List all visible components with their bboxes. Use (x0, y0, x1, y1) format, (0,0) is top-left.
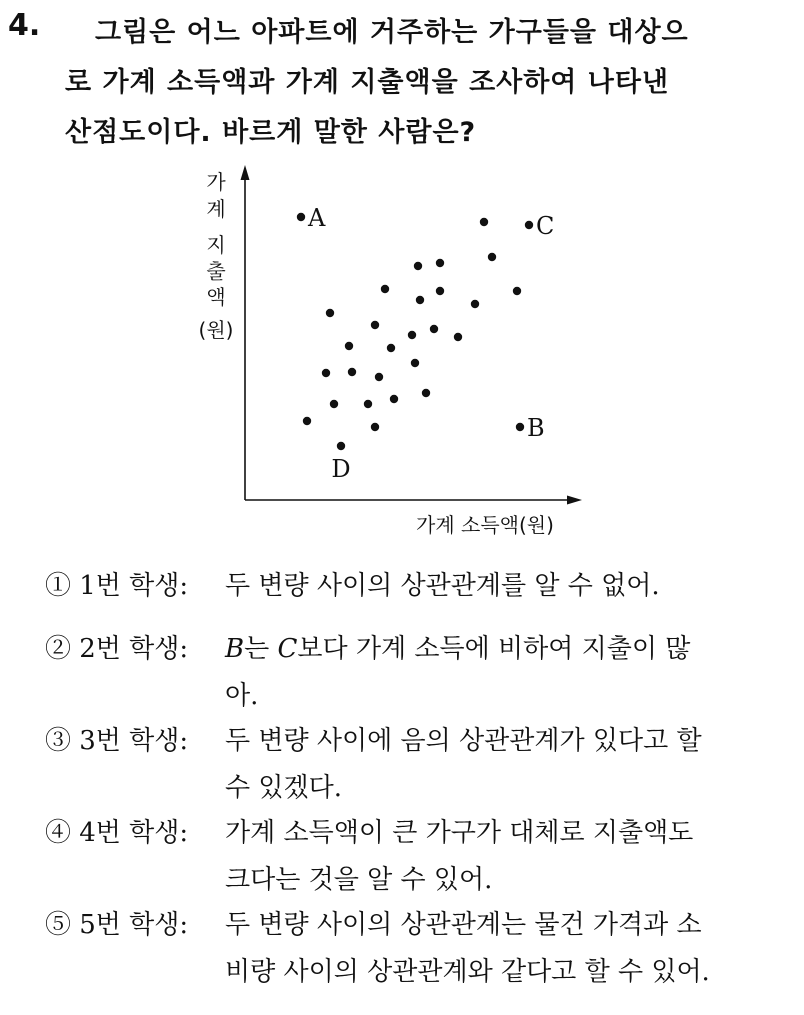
data-point (330, 400, 338, 408)
y-axis-label-char: (원) (198, 318, 234, 342)
question-line-2: 로 가계 소득액과 가계 지출액을 조사하여 나타낸 (65, 67, 670, 98)
y-axis-label-char: 지 (206, 233, 226, 257)
answer-option-label: ① 1번 학생: (45, 571, 189, 601)
data-point (326, 309, 334, 317)
y-axis-arrow (241, 165, 250, 180)
y-axis-label-char: 계 (206, 197, 226, 221)
y-axis-label-char: 액 (206, 285, 226, 309)
data-point (411, 359, 419, 367)
y-axis-label-char: 출 (206, 259, 226, 283)
y-axis-label (199, 170, 234, 342)
answer-option-label: ② 2번 학생: (45, 634, 189, 664)
data-point (480, 218, 488, 226)
answer-option-text: 두 변량 사이의 상관관계는 물건 가격과 소 (225, 910, 702, 940)
data-point (387, 344, 395, 352)
data-point (348, 368, 356, 376)
data-point (297, 213, 305, 221)
data-point (345, 342, 353, 350)
answer-option-continuation: 수 있겠다. (225, 773, 342, 803)
data-point (390, 395, 398, 403)
question-number: 4. (8, 8, 41, 43)
answer-option-label: ③ 3번 학생: (45, 726, 189, 756)
answer-option-text: 두 변량 사이에 음의 상관관계가 있다고 할 (225, 726, 702, 756)
data-point (436, 259, 444, 267)
data-point (364, 400, 372, 408)
point-label-b: B (527, 414, 545, 442)
data-point (303, 417, 311, 425)
x-axis-label: 가계 소득액(원) (416, 513, 554, 537)
data-point (371, 321, 379, 329)
scatter-plot (0, 150, 804, 550)
question-line-1: 그림은 어느 아파트에 거주하는 가구들을 대상으 (95, 17, 689, 48)
y-axis-label-char: 가 (206, 170, 226, 194)
answer-option-label: ④ 4번 학생: (45, 818, 189, 848)
data-point (371, 423, 379, 431)
data-point (488, 253, 496, 261)
data-point (422, 389, 430, 397)
data-point (337, 442, 345, 450)
data-point (416, 296, 424, 304)
answer-option-label: ⑤ 5번 학생: (45, 910, 189, 940)
data-point (516, 423, 524, 431)
x-axis-arrow (567, 496, 582, 505)
point-label-a: A (308, 204, 326, 232)
data-point (408, 331, 416, 339)
data-point (454, 333, 462, 341)
data-point (414, 262, 422, 270)
data-point (471, 300, 479, 308)
answer-option-continuation: 아. (225, 681, 259, 711)
data-point (525, 221, 533, 229)
data-point (436, 287, 444, 295)
answer-option-continuation: 비량 사이의 상관관계와 같다고 할 수 있어. (225, 957, 710, 987)
data-point (513, 287, 521, 295)
answer-option-text: 두 변량 사이의 상관관계를 알 수 없어. (225, 571, 660, 601)
data-point (430, 325, 438, 333)
point-label-d: D (331, 455, 351, 483)
answer-option-text: 가계 소득액이 큰 가구가 대체로 지출액도 (225, 818, 694, 848)
data-point (322, 369, 330, 377)
question-line-3: 산점도이다. 바르게 말한 사람은? (65, 117, 477, 148)
data-point (381, 285, 389, 293)
answer-option-continuation: 크다는 것을 알 수 있어. (225, 865, 493, 895)
answer-option-text: B는 C보다 가계 소득에 비하여 지출이 많 (225, 634, 691, 664)
point-label-c: C (536, 212, 555, 240)
data-point (375, 373, 383, 381)
